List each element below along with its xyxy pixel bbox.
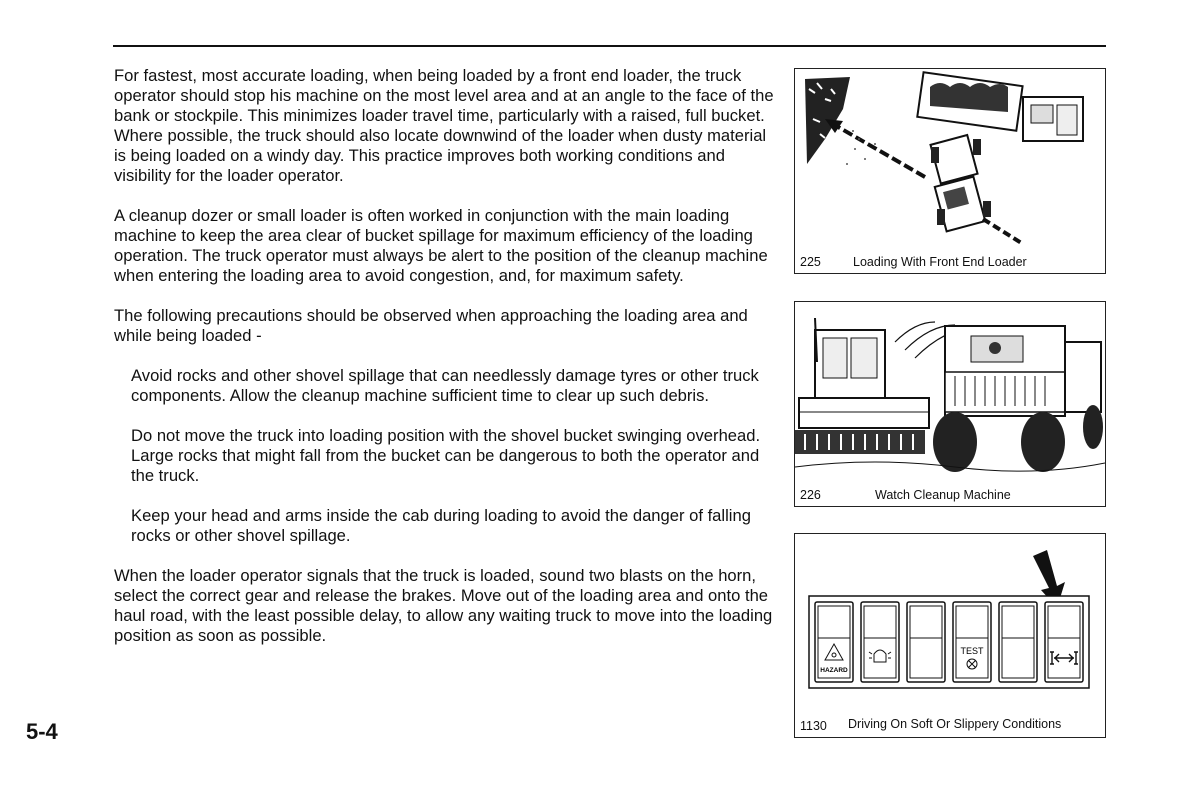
figure-caption: Loading With Front End Loader: [853, 255, 1027, 269]
figure-number: 226: [800, 488, 821, 502]
precaution-item: Keep your head and arms inside the cab during loading to avoid the danger of falling rocks or other shovel spillage.: [131, 506, 751, 545]
paragraph: A cleanup dozer or small loader is often worked in conjunction with the main loading machine to keep the area clear of bucket spillage for maximum efficiency of the loading operation. The truck operator must always be alert to the position of the cleanup machine when entering the loading area to avoid congestion, and, for maximum safety.: [114, 206, 768, 285]
figure-caption: Driving On Soft Or Slippery Conditions: [848, 717, 1062, 731]
figure-number: 225: [800, 255, 821, 269]
header-rule: [113, 45, 1106, 47]
loader-illustration: [795, 69, 1105, 249]
figure-caption: Watch Cleanup Machine: [875, 488, 1011, 502]
hazard-label: HAZARD: [820, 667, 848, 674]
test-label: TEST: [960, 646, 984, 656]
rocker-switch: [999, 602, 1037, 682]
figure-loading-front-end-loader: [794, 68, 1106, 274]
precaution-item: Do not move the truck into loading position with the shovel bucket swinging overhead. Large rocks that might fall from the bucket can be dangerous to both the operator and the truck.: [131, 426, 761, 485]
body-text: [114, 66, 774, 666]
figure-number: 1130: [800, 719, 827, 733]
figure-soft-slippery-conditions: [794, 533, 1106, 738]
page-number: 5-4: [26, 719, 58, 744]
figure-watch-cleanup-machine: [794, 301, 1106, 507]
paragraph: For fastest, most accurate loading, when being loaded by a front end loader, the truck operator should stop his machine on the most level area and at an angle to the face of the bank or stockpile. This minimizes loader travel time, particularly with a raised, full bucket. Where possible, the truck should also locate downwind of the loader when dusty material is being loaded on a windy day. This practice improves both working conditions and visibility for the loader operator.: [114, 66, 774, 185]
rocker-switch: [1045, 602, 1083, 682]
cleanup-illustration: [795, 302, 1105, 482]
rocker-switch: [953, 602, 991, 682]
paragraph: When the loader operator signals that the truck is loaded, sound two blasts on the horn, select the correct gear and release the brakes. Move out of the loading area and onto the haul road, with the least possible delay, to allow any waiting truck to move into the loading position as soon as possible.: [114, 566, 773, 645]
rocker-switch: [907, 602, 945, 682]
rocker-switch: [861, 602, 899, 682]
switch-panel-illustration: [795, 534, 1105, 714]
paragraph: The following precautions should be observed when approaching the loading area and while being loaded -: [114, 306, 748, 345]
precaution-item: Avoid rocks and other shovel spillage that can needlessly damage tyres or other truck components. Allow the cleanup machine sufficient time to clear up such debris.: [131, 366, 759, 405]
